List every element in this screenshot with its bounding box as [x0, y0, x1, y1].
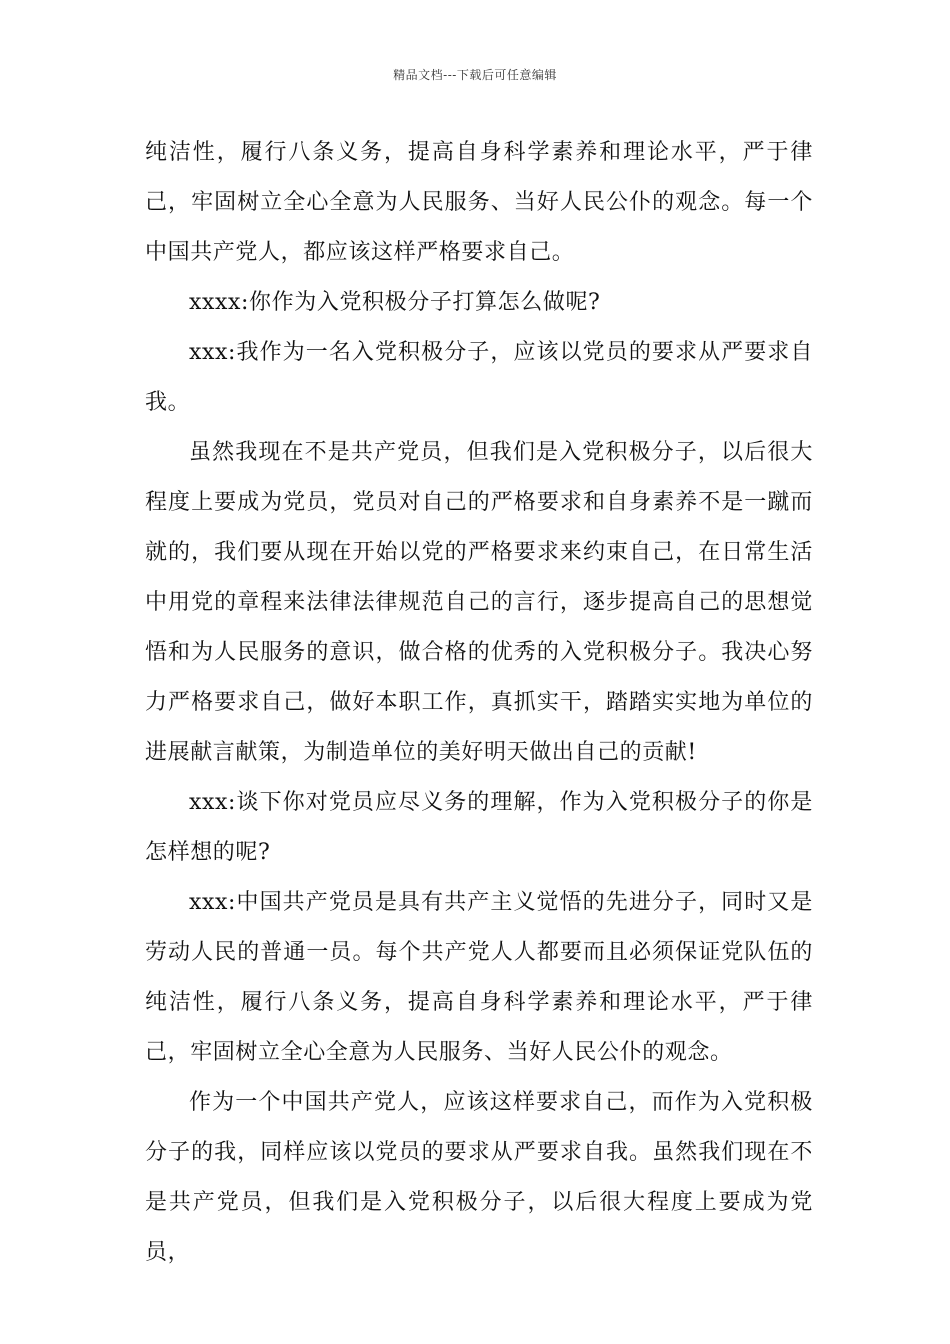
page-header: 精品文档---下载后可任意编辑 — [393, 68, 557, 82]
document-body — [145, 128, 813, 1278]
paragraph-question: xxx:谈下你对党员应尽义务的理解，作为入党积极分子的你是怎样想的呢? — [145, 790, 813, 865]
paragraph-answer: xxx:中国共产党员是具有共产主义觉悟的先进分子，同时又是劳动人民的普通一员。每个共产党人人都要而且必须保证党队伍的纯洁性，履行八条义务，提高自身科学素养和理论水平，严于律己，牢固树立全心全意为人民服务、当好人民公仆的观念。 — [145, 890, 813, 1065]
paragraph-body: 虽然我现在不是共产党员，但我们是入党积极分子，以后很大程度上要成为党员，党员对自己的严格要求和自身素养不是一蹴而就的，我们要从现在开始以党的严格要求来约束自己，在日常生活中用党的章程来法律法律规范自己的言行，逐步提高自己的思想觉悟和为人民服务的意识，做合格的优秀的入党积极分子。我决心努力严格要求自己，做好本职工作，真抓实干，踏踏实实地为单位的进展献言献策，为制造单位的美好明天做出自己的贡献! — [145, 440, 813, 765]
paragraph-continuation: 纯洁性，履行八条义务，提高自身科学素养和理论水平，严于律己，牢固树立全心全意为人民服务、当好人民公仆的观念。每一个中国共产党人，都应该这样严格要求自己。 — [145, 140, 813, 265]
paragraph-answer: xxx:我作为一名入党积极分子，应该以党员的要求从严要求自我。 — [145, 340, 813, 415]
paragraph-question: xxxx:你作为入党积极分子打算怎么做呢? — [189, 290, 601, 315]
paragraph-body: 作为一个中国共产党人，应该这样要求自己，而作为入党积极分子的我，同样应该以党员的要求从严要求自我。虽然我们现在不是共产党员，但我们是入党积极分子，以后很大程度上要成为党员， — [145, 1090, 813, 1265]
